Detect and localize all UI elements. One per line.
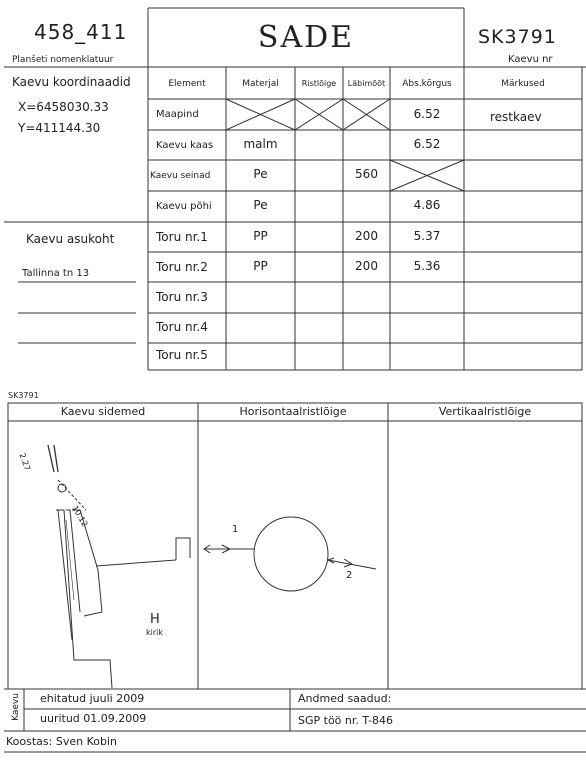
coords-title: Kaevu koordinaadid bbox=[12, 75, 131, 89]
footer-side-label: Kaevu bbox=[11, 693, 21, 721]
col-vertical-section: Vertikaalristlõige bbox=[438, 405, 532, 418]
location-address: Tallinna tn 13 bbox=[22, 268, 90, 279]
row-diameter: 200 bbox=[355, 259, 378, 273]
drawing-stamp: SK3791 bbox=[8, 391, 39, 400]
dimension-label: 10.12 bbox=[70, 504, 90, 529]
row-material: malm bbox=[243, 137, 278, 151]
row-abs: 6.52 bbox=[413, 107, 441, 121]
row-material: PP bbox=[253, 229, 268, 243]
row-diameter: 200 bbox=[355, 229, 378, 243]
row-material: Pe bbox=[253, 167, 268, 181]
row-material: PP bbox=[253, 259, 268, 273]
document-type: SADE bbox=[257, 20, 355, 55]
col-abs-height: Abs.kõrgus bbox=[402, 79, 452, 89]
row-element: Toru nr.1 bbox=[156, 230, 208, 244]
row-element: Kaevu põhi bbox=[156, 201, 212, 212]
col-horizontal-section: Horisontaalristlõige bbox=[239, 405, 347, 418]
row-element: Kaevu kaas bbox=[156, 140, 214, 151]
well-id: SK3791 bbox=[478, 26, 557, 48]
coord-y: Y=411144.30 bbox=[18, 121, 101, 135]
work-number: SGP töö nr. T-846 bbox=[298, 714, 394, 727]
row-material: Pe bbox=[253, 198, 268, 212]
row-element: Toru nr.4 bbox=[156, 320, 208, 334]
building-label: kirik bbox=[146, 628, 163, 637]
author: Koostas: Sven Kobin bbox=[6, 735, 117, 748]
row-note: restkaev bbox=[490, 110, 542, 124]
well-id-caption: Kaevu nr bbox=[508, 54, 553, 65]
pipe-label: 1 bbox=[232, 524, 239, 535]
row-abs: 5.37 bbox=[413, 229, 441, 243]
location-title: Kaevu asukoht bbox=[26, 232, 115, 246]
building-letter: H bbox=[150, 612, 160, 627]
col-notes: Märkused bbox=[501, 79, 545, 89]
col-material: Materjal bbox=[242, 79, 279, 89]
row-element: Toru nr.2 bbox=[156, 260, 208, 274]
col-connections: Kaevu sidemed bbox=[60, 405, 146, 418]
row-abs: 5.36 bbox=[413, 259, 441, 273]
dimension-label: 2.27 bbox=[17, 452, 33, 472]
col-diameter: Läbimõõt bbox=[347, 79, 386, 88]
row-abs: 6.52 bbox=[413, 137, 441, 151]
row-element: Toru nr.5 bbox=[156, 348, 208, 362]
row-abs: 4.86 bbox=[413, 198, 441, 212]
col-element: Element bbox=[168, 79, 206, 89]
data-source-label: Andmed saadud: bbox=[298, 692, 392, 705]
row-element: Toru nr.3 bbox=[156, 290, 208, 304]
row-element: Maapind bbox=[156, 109, 199, 120]
built-date: ehitatud juuli 2009 bbox=[40, 692, 145, 705]
pipe-label: 2 bbox=[346, 570, 353, 581]
sheet-number: 458_411 bbox=[34, 20, 128, 44]
sheet-caption: Planšeti nomenklatuur bbox=[12, 55, 114, 65]
checked-date: uuritud 01.09.2009 bbox=[40, 712, 147, 725]
row-element: Kaevu seinad bbox=[150, 171, 211, 181]
coord-x: X=6458030.33 bbox=[18, 100, 109, 114]
row-diameter: 560 bbox=[355, 167, 378, 181]
col-section: Ristlõige bbox=[301, 79, 337, 88]
